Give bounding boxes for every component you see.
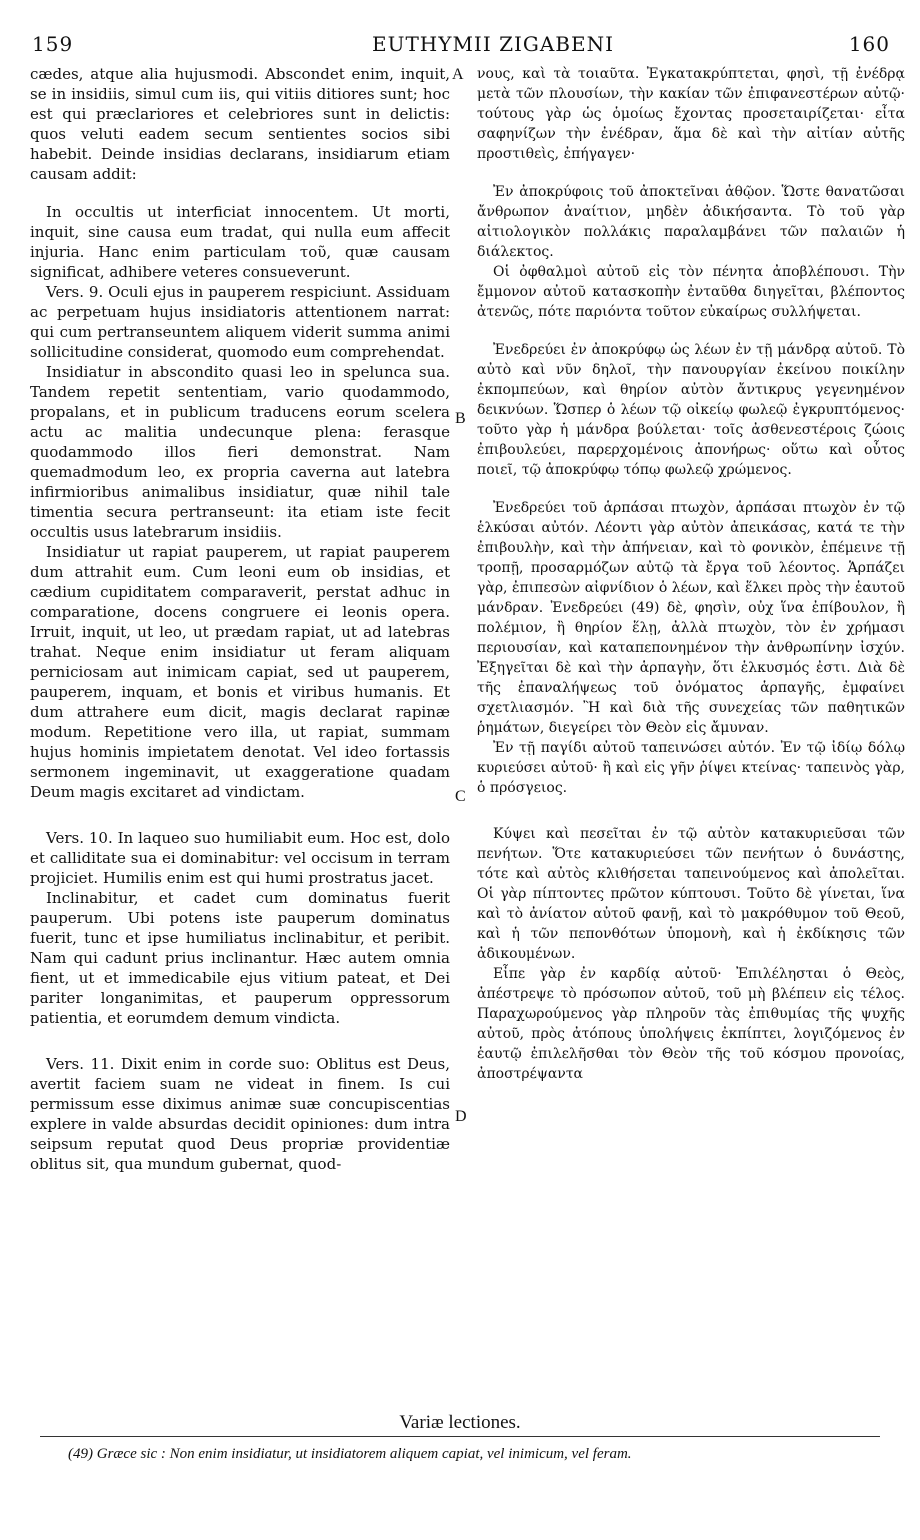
running-title: EUTHYMII ZIGABENI — [372, 32, 614, 56]
footnote-divider — [40, 1436, 880, 1437]
footnote-49: (49) Græce sic : Non enim insidiatur, ut insidiatorem aliquem capiat, vel inimicum, vel feram. — [68, 1446, 632, 1462]
greek-paragraph: Ἐνεδρεύει ἐν ἀποκρύφῳ ὡς λέων ἐν τῇ μάνδρᾳ αὐτοῦ. Τὸ αὐτὸ καὶ νῦν δηλοῖ, τὴν πανουργίαν ἐκείνου ποικίλην ἐκπομπεύων, καὶ θηρίον αὐτὸν ἄντικρυς γεγενημένον δεικνύων. Ὥσπερ ὁ λέων τῷ οἰκείῳ φωλεῷ ἐγκρυπτόμενος· τοῦτο γὰρ ἡ μάνδρα βούλεται· τοῖς ἀσθενεστέροις ζώοις ἐπιβουλεύει, παρερχομένοις ἀπονήρως· οὕτω καὶ οὗτος ποιεῖ, τῷ ἀποκρύφῳ τόπῳ φωλεῷ χρώμενος. — [477, 342, 905, 478]
latin-column — [30, 64, 450, 1174]
page-number-right: 160 — [848, 32, 890, 56]
margin-marker-b: B — [455, 410, 466, 427]
margin-marker-a: A — [452, 66, 464, 83]
margin-marker-c: C — [455, 788, 466, 805]
latin-paragraph: Vers. 10. In laqueo suo humiliabit eum. Hoc est, dolo et calliditate sua ei dominabitur: vel occisum in terram projiciet. Humilis enim est qui humi prostratus jacet. — [30, 829, 450, 887]
page-header — [32, 32, 890, 62]
latin-paragraph: Vers. 11. Dixit enim in corde suo: Oblitus est Deus, avertit faciem suam ne videat in finem. Is cui permissum esse diximus animæ suæ concupiscentias explere in valde absurdas decidit opiniones: dum intra seipsum reputat quod Deus propriæ providentiæ oblitus sit, qua mundum gubernat, quod- — [30, 1055, 450, 1173]
greek-paragraph: Οἱ ὀφθαλμοὶ αὐτοῦ εἰς τὸν πένητα ἀποβλέπουσι. Τὴν ἔμμονον αὐτοῦ κατασκοπὴν ἐνταῦθα διηγεῖται, βλέποντος ἀτενῶς, πότε παριόντα τοῦτον εὐκαίρως συλλήψεται. — [477, 264, 905, 320]
latin-paragraph: cædes, atque alia hujusmodi. Abscondet enim, inquit, se in insidiis, simul cum iis, qui vitiis ditiores sunt; hoc est qui præclariores et celebriores sunt in delictis: quos veluti eadem secum sentientes socios sibi habebit. Deinde insidias declarans, insidiarum etiam causam addit: — [30, 65, 450, 183]
latin-paragraph: Inclinabitur, et cadet cum dominatus fuerit pauperum. Ubi potens iste pauperum dominatus fuerit, tunc et ipse humiliatus inclinabitur, et peribit. Nam qui cadunt prius inclinantur. Hæc autem omnia fient, ut et immedicabile ejus vitium pateat, et Dei pariter longanimitas, et pauperum oppressorum patientia, et eorumdem demum vindicta. — [30, 889, 450, 1027]
greek-paragraph: Εἶπε γὰρ ἐν καρδίᾳ αὐτοῦ· Ἐπιλέλησται ὁ Θεὸς, ἀπέστρεψε τὸ πρόσωπον αὐτοῦ, τοῦ μὴ βλέπειν εἰς τέλος. Παραχωρούμενος γὰρ πληροῦν τὰς ἐπιθυμίας τῆς ψυχῆς αὐτοῦ, πρὸς ἀτόπους ὑπολήψεις ἐκπίπτει, λογιζόμενος ἐν ἑαυτῷ ἐπιλελῆσθαι τὸν Θεὸν τῆς τοῦ κόσμου προνοίας, ἀποστρέψαντα — [477, 966, 905, 1082]
latin-paragraph: Insidiatur ut rapiat pauperem, ut rapiat pauperem dum attrahit eum. Cum leoni eum ob insidias, et cædium cupiditatem comparaverit, perstat adhuc in comparatione, docens congruere ei leonis opera. Irruit, inquit, ut leo, ut prædam rapiat, ut ad latebras trahat. Neque enim insidiatur ut feram aliquam perniciosam aut inimicam capiat, sed ut pauperem, pauperem, inquam, et bonis et viribus humanis. Et dum attrahere eum dicit, magis declarat rapinæ modum. Repetitione vero illa, ut rapiat, summam hujus hominis impietatem denotat. Vel ideo fortassis sermonem ingeminavit, ut exaggeratione quadam Deum magis excitaret ad vindictam. — [30, 543, 450, 801]
margin-marker-d: D — [455, 1108, 467, 1125]
greek-paragraph: Ἐνεδρεύει τοῦ ἁρπάσαι πτωχὸν, ἁρπάσαι πτωχὸν ἐν τῷ ἑλκύσαι αὐτόν. Λέοντι γὰρ αὐτὸν ἀπεικάσας, κατά τε τὴν ἐπιβουλὴν, καὶ τὴν ἀπήνειαν, καὶ τὸ φονικὸν, ἐπέμεινε τῇ τροπῇ, προσαρμόζων αὐτῷ τὰ ἔργα τοῦ λέοντος. Ἁρπάζει γὰρ, ἐπιπεσὼν αἰφνίδιον ὁ λέων, καὶ ἕλκει πρὸς τὴν ἑαυτοῦ μάνδραν. Ἐνεδρεύει (49) δὲ, φησὶν, οὐχ ἵνα ἐπίβουλον, ἢ πολέμιον, ἢ θηρίον ἕλῃ, ἀλλὰ πτωχὸν, τὸν ἐν χρήμασι περιουσίαν, καὶ καταπεπονημένον τὴν ἀνθρωπίνην ἰσχύν. Ἐξηγεῖται δὲ καὶ τὴν ἁρπαγὴν, ὅτι ἑλκυσμός ἐστι. Διὰ δὲ τῆς ἐπαναλήψεως τοῦ ὀνόματος ἁρπαγῆς, ἐμφαίνει σχετλιασμόν. Ἢ καὶ διὰ τῆς συνεχείας τῶν παθητικῶν ῥημάτων, διεγείρει τὸν Θεὸν εἰς ἄμυναν. — [477, 500, 905, 736]
greek-paragraph: Ἐν τῇ παγίδι αὐτοῦ ταπεινώσει αὐτόν. Ἐν τῷ ἰδίῳ δόλῳ κυριεύσει αὐτοῦ· ἢ καὶ εἰς γῆν ῥίψει κτείνας· ταπεινὸς γὰρ, ὁ πρόσγειος. — [477, 740, 905, 796]
latin-paragraph: Insidiatur in abscondito quasi leo in spelunca sua. Tandem repetit sententiam, vario quodammodo, propalans, et in publicum traducens eorum scelera actu ac malitia undecunque plena: ferasque quodammodo illos fieri demonstrat. Nam quemadmodum leo, ex propria caverna aut latebra infirmioribus animalibus insidiatur, quæ nihil tale timentia secura pertranseunt: ita etiam iste fecit occultis usus latebrarum insidiis. — [30, 363, 450, 541]
page-number-left: 159 — [32, 32, 74, 56]
greek-column — [477, 64, 905, 1084]
latin-paragraph: In occultis ut interficiat innocentem. Ut morti, inquit, sine causa eum tradat, qui nulla eum affecit injuria. Hanc enim particulam τοῦ, quæ causam significat, adhibere veteres consueverunt. — [30, 203, 450, 281]
greek-paragraph: νους, καὶ τὰ τοιαῦτα. Ἐγκατακρύπτεται, φησὶ, τῇ ἐνέδρᾳ μετὰ τῶν πλουσίων, τὴν κακίαν τῶν ἐπιφανεστέρων αὐτῷ· τούτους γὰρ ὡς ὁμοίως ἔχοντας προσεταιρίζεται· εἶτα σαφηνίζων τὴν ἐνέδραν, ἅμα δὲ καὶ τὴν αἰτίαν αὐτῆς προστιθεὶς, ἐπήγαγεν· — [477, 66, 905, 162]
greek-paragraph: Κύψει καὶ πεσεῖται ἐν τῷ αὐτὸν κατακυριεῦσαι τῶν πενήτων. Ὅτε κατακυριεύσει τῶν πενήτων ὁ δυνάστης, τότε καὶ αὐτὸς κλιθήσεται ταπεινούμενος καὶ ἀπολεῖται. Οἱ γὰρ πίπτοντες πρῶτον κύπτουσι. Τοῦτο δὲ γίνεται, ἵνα καὶ τὸ ἀνίατον αὐτοῦ φανῇ, καὶ τὸ μακρόθυμον τοῦ Θεοῦ, καὶ ἡ τῶν πεπονθότων ὑπομονὴ, καὶ ἡ ἐκδίκησις τῶν ἀδικουμένων. — [477, 826, 905, 962]
latin-paragraph: Vers. 9. Oculi ejus in pauperem respiciunt. Assiduam ac perpetuam hujus insidiatoris attentionem narrat: qui cum pertranseuntem aliquem viderit summa animi sollicitudine considerat, quomodo eum comprehendat. — [30, 283, 450, 361]
greek-paragraph: Ἐν ἀποκρύφοις τοῦ ἀποκτεῖναι ἀθῷον. Ὥστε θανατῶσαι ἄνθρωπον ἀναίτιον, μηδὲν ἀδικήσαντα. Τὸ τοῦ γὰρ αἰτιολογικὸν πολλάκις παραλαμβάνει τῶν παλαιῶν ἡ διάλεκτος. — [477, 184, 905, 260]
variae-lectiones-title: Variæ lectiones. — [399, 1412, 521, 1433]
